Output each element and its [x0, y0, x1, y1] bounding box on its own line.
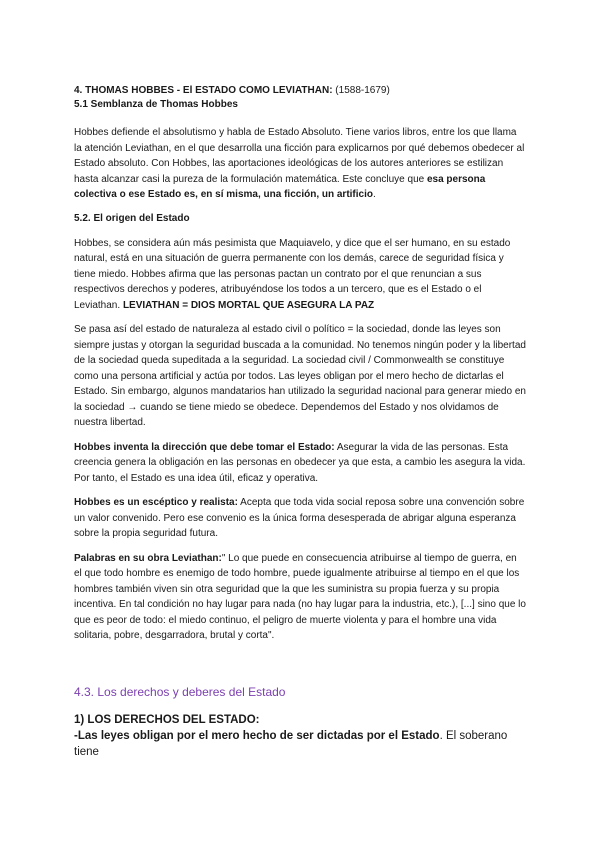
chapter-title — [74, 84, 526, 98]
paragraph-bold: -Las leyes obligan por el mero hecho de ser dictadas por el Estado — [74, 729, 440, 742]
paragraph-text: " Lo que puede en consecuencia atribuirse al tiempo de guerra, en el que todo hombre es enemigo de todo hombre, puede igualmente atribuirse al tiempo en el que los hombres también viven sin otra seguridad que la que les suministra su propia fuerza y su propia incentiva. En tal condición no hay lugar para nada (no hay lugar para la industria, etc.), [...] sino que lo que es peor de todo: el miedo continuo, el peligro de muerte violenta y para el hombre una vida solitaria, pobre, desgarradora, brutal y corta". — [74, 552, 526, 641]
paragraph-cita-leviathan — [74, 551, 526, 644]
paragraph-bold: Hobbes inventa la dirección que debe tomar el Estado: — [74, 441, 335, 453]
paragraph-bold: LEVIATHAN = DIOS MORTAL QUE ASEGURA LA PAZ — [122, 299, 375, 311]
paragraph-end: . — [373, 189, 376, 200]
chapter-title-text: 4. THOMAS HOBBES - El ESTADO COMO LEVIATHAN: — [74, 85, 333, 96]
paragraph-text: . El soberano tiene — [74, 729, 508, 758]
paragraph-text: Asegurar la vida de las personas. Esta creencia genera la obligación en las personas en obedecer ya que esta, a cambio les asegura la vida. Por tanto, el Estado es una idea útil, eficaz y operativa. — [74, 441, 526, 484]
paragraph-bold: Hobbes es un escéptico y realista: — [74, 497, 238, 508]
paragraph-esceptico — [74, 495, 526, 542]
paragraph-text: Hobbes, se considera aún más pesimista que Maquiavelo, y dice que el ser humano, en su estado natural, está en una situación de guerra permanente con los demás, carece de seguridad física y tiene miedo. Hobbes afirma que las personas pactan un contrato por el que renuncian a sus respectivos derechos y poderes, atribuyéndose los todos a un tercero, que es el Estado o el Leviathan. — [74, 237, 511, 311]
section-title-semblanza: 5.1 Semblanza de Thomas Hobbes — [74, 99, 238, 110]
paragraph-bold: esa persona colectiva o ese Estado es, en sí misma, una ficción, un artificio — [74, 173, 486, 200]
paragraph-text: Hobbes defiende el absolutismo y habla de Estado Absoluto. Tiene varios libros, entre los que llama la atención Leviathan, en el que desarrolla una ficción para explicarnos por qué debemos obedecer al Estado absoluto. Con Hobbes, las aportaciones ideológicas de los autores anteriores se estilizan hasta alcanzar casi la pureza de la formulación matemática. Este concluye que — [74, 127, 525, 185]
paragraph-direccion — [74, 440, 526, 487]
section-title-derechos-deberes: 4.3. Los derechos y deberes del Estado — [74, 684, 286, 699]
paragraph-bold: Palabras en su obra Leviathan: — [74, 552, 222, 564]
section-title-origen: 5.2. El origen del Estado — [74, 212, 190, 224]
paragraph-estado-civil: Se pasa así del estado de naturaleza al estado civil o político = la sociedad, donde las leyes son siempre justas y otorgan la seguridad buscada a la comunidad. No tenemos ningún poder y la libertad de la sociedad queda supeditada a la seguridad. La sociedad civil / Commonwealth se constituye como una persona artificial y actúa por todos. Las leyes obligan por el mero hecho de dictarlas el Estado. Sin embargo, algunos mandatarios han utilizado la seguridad nacional para generar miedo en la sociedad → cuando se tiene miedo se obedece. Dependemos del Estado y nos olvidamos de nuestra libertad. — [74, 324, 526, 428]
paragraph-leyes — [74, 728, 526, 760]
subsection-title-derechos: 1) LOS DERECHOS DEL ESTADO: — [74, 713, 260, 726]
paragraph-origen — [74, 236, 526, 314]
paragraph-text: Acepta que toda vida social reposa sobre una convención sobre un valor convenido. Pero ese convenio es la única forma desesperada de abrigar alguna esperanza sobre la propia seguridad futura. — [74, 497, 525, 539]
paragraph-absolutismo — [74, 125, 526, 203]
chapter-dates: (1588-1679) — [332, 85, 390, 96]
